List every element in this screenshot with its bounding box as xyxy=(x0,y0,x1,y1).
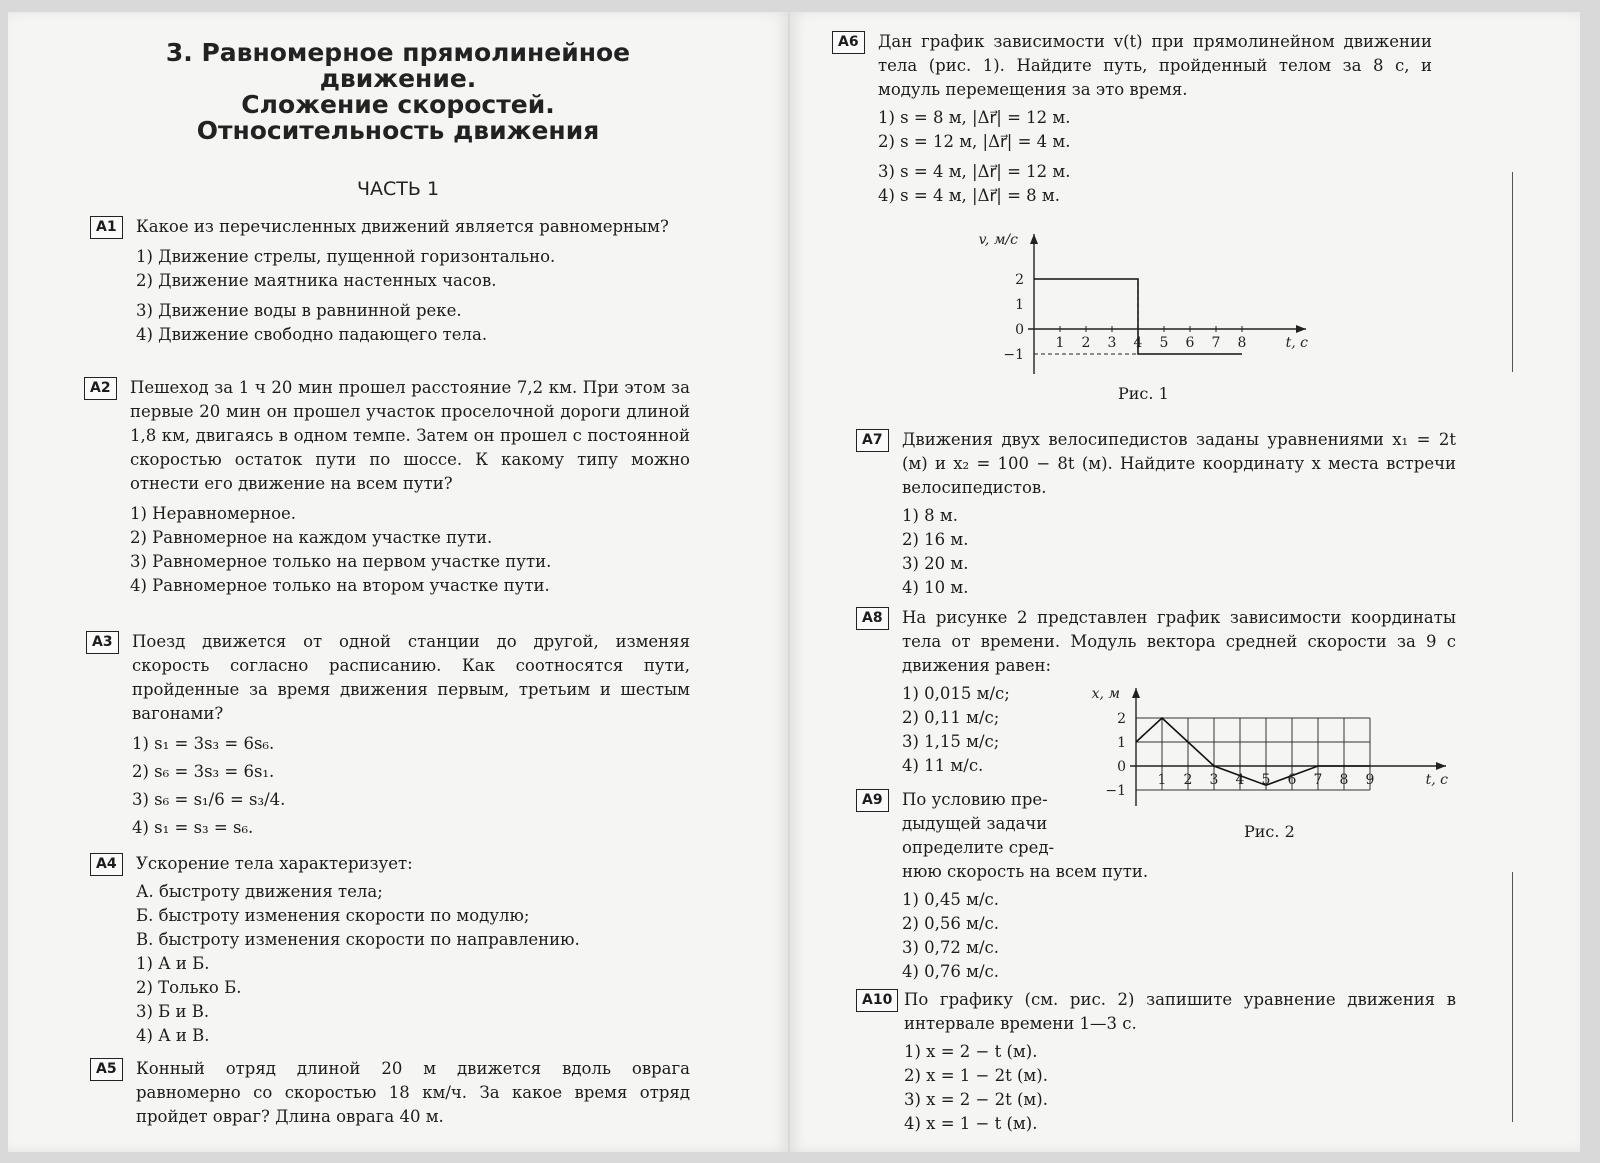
answer-option: 3) Равномерное только на первом участке пути. xyxy=(130,552,552,571)
answer-option: 3) s₆ = s₁/6 = s₃/4. xyxy=(132,790,286,809)
y-tick-label: 1 xyxy=(1117,735,1126,751)
answer-option: 4) s₁ = s₃ = s₆. xyxy=(132,818,254,837)
x-tick-label: 5 xyxy=(1159,335,1169,351)
x-tick-label: 7 xyxy=(1313,772,1323,788)
answer-option: 4) 0,76 м/с. xyxy=(902,962,1000,981)
question-line: нюю скорость на всем пути. xyxy=(902,862,1149,881)
task-badge: А8 xyxy=(856,607,889,630)
task-a10 xyxy=(856,988,1456,1136)
answer-option: 1) 0,45 м/с. xyxy=(902,890,1000,909)
y-tick-label: 0 xyxy=(1117,759,1126,775)
task-question: Конный отряд длиной 20 м движется вдоль оврага равномерно со скоростью 18 км/ч. За какое время отряд пройдет овраг? Длина оврага 40 м. xyxy=(136,1059,690,1126)
answer-option: 2) Только Б. xyxy=(136,978,242,997)
y-tick-label: −1 xyxy=(1003,347,1024,363)
answer-option: 2) 16 м. xyxy=(902,530,969,549)
answer-option: 2) s = 12 м, |Δr⃗| = 4 м. xyxy=(878,132,1071,151)
question-line: По условию пре- xyxy=(902,790,1048,809)
statement-item: В. быстроту изменения скорости по направлению. xyxy=(136,930,580,949)
velocity-graph xyxy=(970,224,1330,384)
task-a2 xyxy=(84,376,690,598)
answer-option: 4) 11 м/с. xyxy=(902,756,984,775)
answer-option: 3) 1,15 м/с; xyxy=(902,732,1000,751)
statement-item: Б. быстроту изменения скорости по модулю; xyxy=(136,906,530,925)
x-axis-arrow xyxy=(1296,325,1306,333)
task-a7 xyxy=(856,428,1456,600)
task-question xyxy=(902,788,1456,884)
x-tick-label: 2 xyxy=(1081,335,1091,351)
answer-option: 2) Равномерное на каждом участке пути. xyxy=(130,528,493,547)
x-tick-label: 5 xyxy=(1261,772,1271,788)
x-tick-label: 3 xyxy=(1107,335,1117,351)
answer-option: 1) Движение стрелы, пущенной горизонтально. xyxy=(136,247,556,266)
answer-option: 1) s = 8 м, |Δr⃗| = 12 м. xyxy=(878,108,1071,127)
task-badge: А10 xyxy=(856,989,898,1012)
title-line: движение. xyxy=(319,64,477,93)
y-axis-arrow xyxy=(1030,234,1038,244)
task-question: Поезд движется от одной станции до другой, изменяя скорость согласно расписанию. Как соотносятся пути, пройденные за время движения первым, третьим и шестым вагонами? xyxy=(132,632,690,723)
task-badge: А1 xyxy=(90,216,123,239)
answer-option: 3) 20 м. xyxy=(902,554,969,573)
x-axis-label: t, с xyxy=(1425,772,1448,788)
answer-option: 2) 0,11 м/с; xyxy=(902,708,1000,727)
task-badge: А7 xyxy=(856,429,889,452)
answer-option: 1) Неравномерное. xyxy=(130,504,297,523)
task-a9 xyxy=(856,788,1456,984)
y-tick-label: −1 xyxy=(1105,783,1126,799)
task-question: На рисунке 2 представлен график зависимости координаты тела от времени. Модуль вектора средней скорости за 9 с движения равен: xyxy=(902,608,1456,675)
margin-line xyxy=(1512,172,1513,372)
task-a5 xyxy=(90,1057,690,1129)
question-line: дыдущей задачи xyxy=(902,814,1048,833)
task-a1 xyxy=(90,215,690,347)
x-tick-label: 4 xyxy=(1235,772,1245,788)
x-tick-label: 6 xyxy=(1287,772,1297,788)
x-tick-label: 8 xyxy=(1237,335,1247,351)
right-page xyxy=(790,12,1580,1152)
y-axis-label: v, м/с xyxy=(978,232,1018,248)
answer-option: 4) s = 4 м, |Δr⃗| = 8 м. xyxy=(878,186,1060,205)
x-tick-label: 1 xyxy=(1157,772,1167,788)
task-a6 xyxy=(832,30,1432,208)
series-line xyxy=(1136,718,1370,785)
section-title xyxy=(118,40,678,144)
statement-item: А. быстроту движения тела; xyxy=(136,882,383,901)
task-question: Ускорение тела характеризует: xyxy=(136,854,413,873)
answer-option: 2) 0,56 м/с. xyxy=(902,914,1000,933)
question-line: определите сред- xyxy=(902,838,1055,857)
title-line: Сложение скоростей. xyxy=(241,90,555,119)
answer-option: 1) А и Б. xyxy=(136,954,210,973)
task-badge: А5 xyxy=(90,1058,123,1081)
answer-option: 1) x = 2 − t (м). xyxy=(904,1042,1038,1061)
answer-option: 3) s = 4 м, |Δr⃗| = 12 м. xyxy=(878,162,1071,181)
task-a4 xyxy=(90,852,690,1048)
answer-option: 1) 8 м. xyxy=(902,506,959,525)
x-axis-label: t, с xyxy=(1285,335,1308,351)
task-badge: А4 xyxy=(90,853,123,876)
task-badge: А6 xyxy=(832,31,865,54)
y-tick-label: 2 xyxy=(1117,711,1126,727)
y-tick-label: 0 xyxy=(1015,322,1024,338)
figure-caption: Рис. 1 xyxy=(1118,384,1169,403)
answer-option: 2) x = 1 − 2t (м). xyxy=(904,1066,1048,1085)
y-tick-label: 1 xyxy=(1015,297,1024,313)
y-tick-label: 2 xyxy=(1015,272,1024,288)
answer-option: 3) 0,72 м/с. xyxy=(902,938,1000,957)
x-tick-label: 8 xyxy=(1339,772,1349,788)
margin-line xyxy=(1512,872,1513,1122)
task-question: Пешеход за 1 ч 20 мин прошел расстояние 7,2 км. При этом за первые 20 мин он прошел участок проселочной дороги длиной 1,8 км, двигаясь в одном темпе. Затем он прошел с постоянной скоростью остаток пути по шоссе. К какому типу можно отнести его движение на всем пути? xyxy=(130,378,690,493)
answer-option: 3) Движение воды в равнинной реке. xyxy=(136,301,462,320)
x-tick-label: 4 xyxy=(1133,335,1143,351)
x-tick-label: 6 xyxy=(1185,335,1195,351)
answer-option: 3) x = 2 − 2t (м). xyxy=(904,1090,1048,1109)
answer-option: 3) Б и В. xyxy=(136,1002,210,1021)
task-question: Какое из перечисленных движений является равномерным? xyxy=(136,217,669,236)
x-tick-label: 2 xyxy=(1183,772,1193,788)
answer-option: 4) x = 1 − t (м). xyxy=(904,1114,1038,1133)
left-page xyxy=(8,12,788,1152)
answer-option: 2) s₆ = 3s₃ = 6s₁. xyxy=(132,762,275,781)
task-a3 xyxy=(86,630,690,842)
figure-caption: Рис. 2 xyxy=(1244,822,1295,841)
y-axis-arrow xyxy=(1132,688,1140,698)
answer-option: 1) 0,015 м/с; xyxy=(902,684,1010,703)
task-question: По графику (см. рис. 2) запишите уравнение движения в интервале времени 1—3 с. xyxy=(904,990,1456,1033)
answer-option: 4) Равномерное только на втором участке пути. xyxy=(130,576,550,595)
part-heading: ЧАСТЬ 1 xyxy=(356,178,440,200)
answer-option: 4) А и В. xyxy=(136,1026,210,1045)
answer-option: 2) Движение маятника настенных часов. xyxy=(136,271,497,290)
y-axis-label: x, м xyxy=(1091,686,1120,702)
x-tick-label: 1 xyxy=(1055,335,1065,351)
task-question: Дан график зависимости v(t) при прямолинейном движении тела (рис. 1). Найдите путь, пройденный телом за 8 с, и модуль перемещения за это время. xyxy=(878,32,1432,99)
x-tick-label: 3 xyxy=(1209,772,1219,788)
x-tick-label: 9 xyxy=(1365,772,1375,788)
x-axis-arrow xyxy=(1436,762,1446,770)
task-badge: А2 xyxy=(84,377,117,400)
task-question: Движения двух велосипедистов заданы уравнениями x₁ = 2t (м) и x₂ = 100 − 8t (м). Найдите координату x места встречи велосипедистов. xyxy=(902,430,1456,497)
title-line: Относительность движения xyxy=(196,116,600,145)
answer-option: 4) 10 м. xyxy=(902,578,969,597)
x-tick-label: 7 xyxy=(1211,335,1221,351)
answer-option: 1) s₁ = 3s₃ = 6s₆. xyxy=(132,734,275,753)
title-line: 3. Равномерное прямолинейное xyxy=(165,38,631,67)
answer-option: 4) Движение свободно падающего тела. xyxy=(136,325,488,344)
task-badge: А3 xyxy=(86,631,119,654)
task-badge: А9 xyxy=(856,789,889,812)
